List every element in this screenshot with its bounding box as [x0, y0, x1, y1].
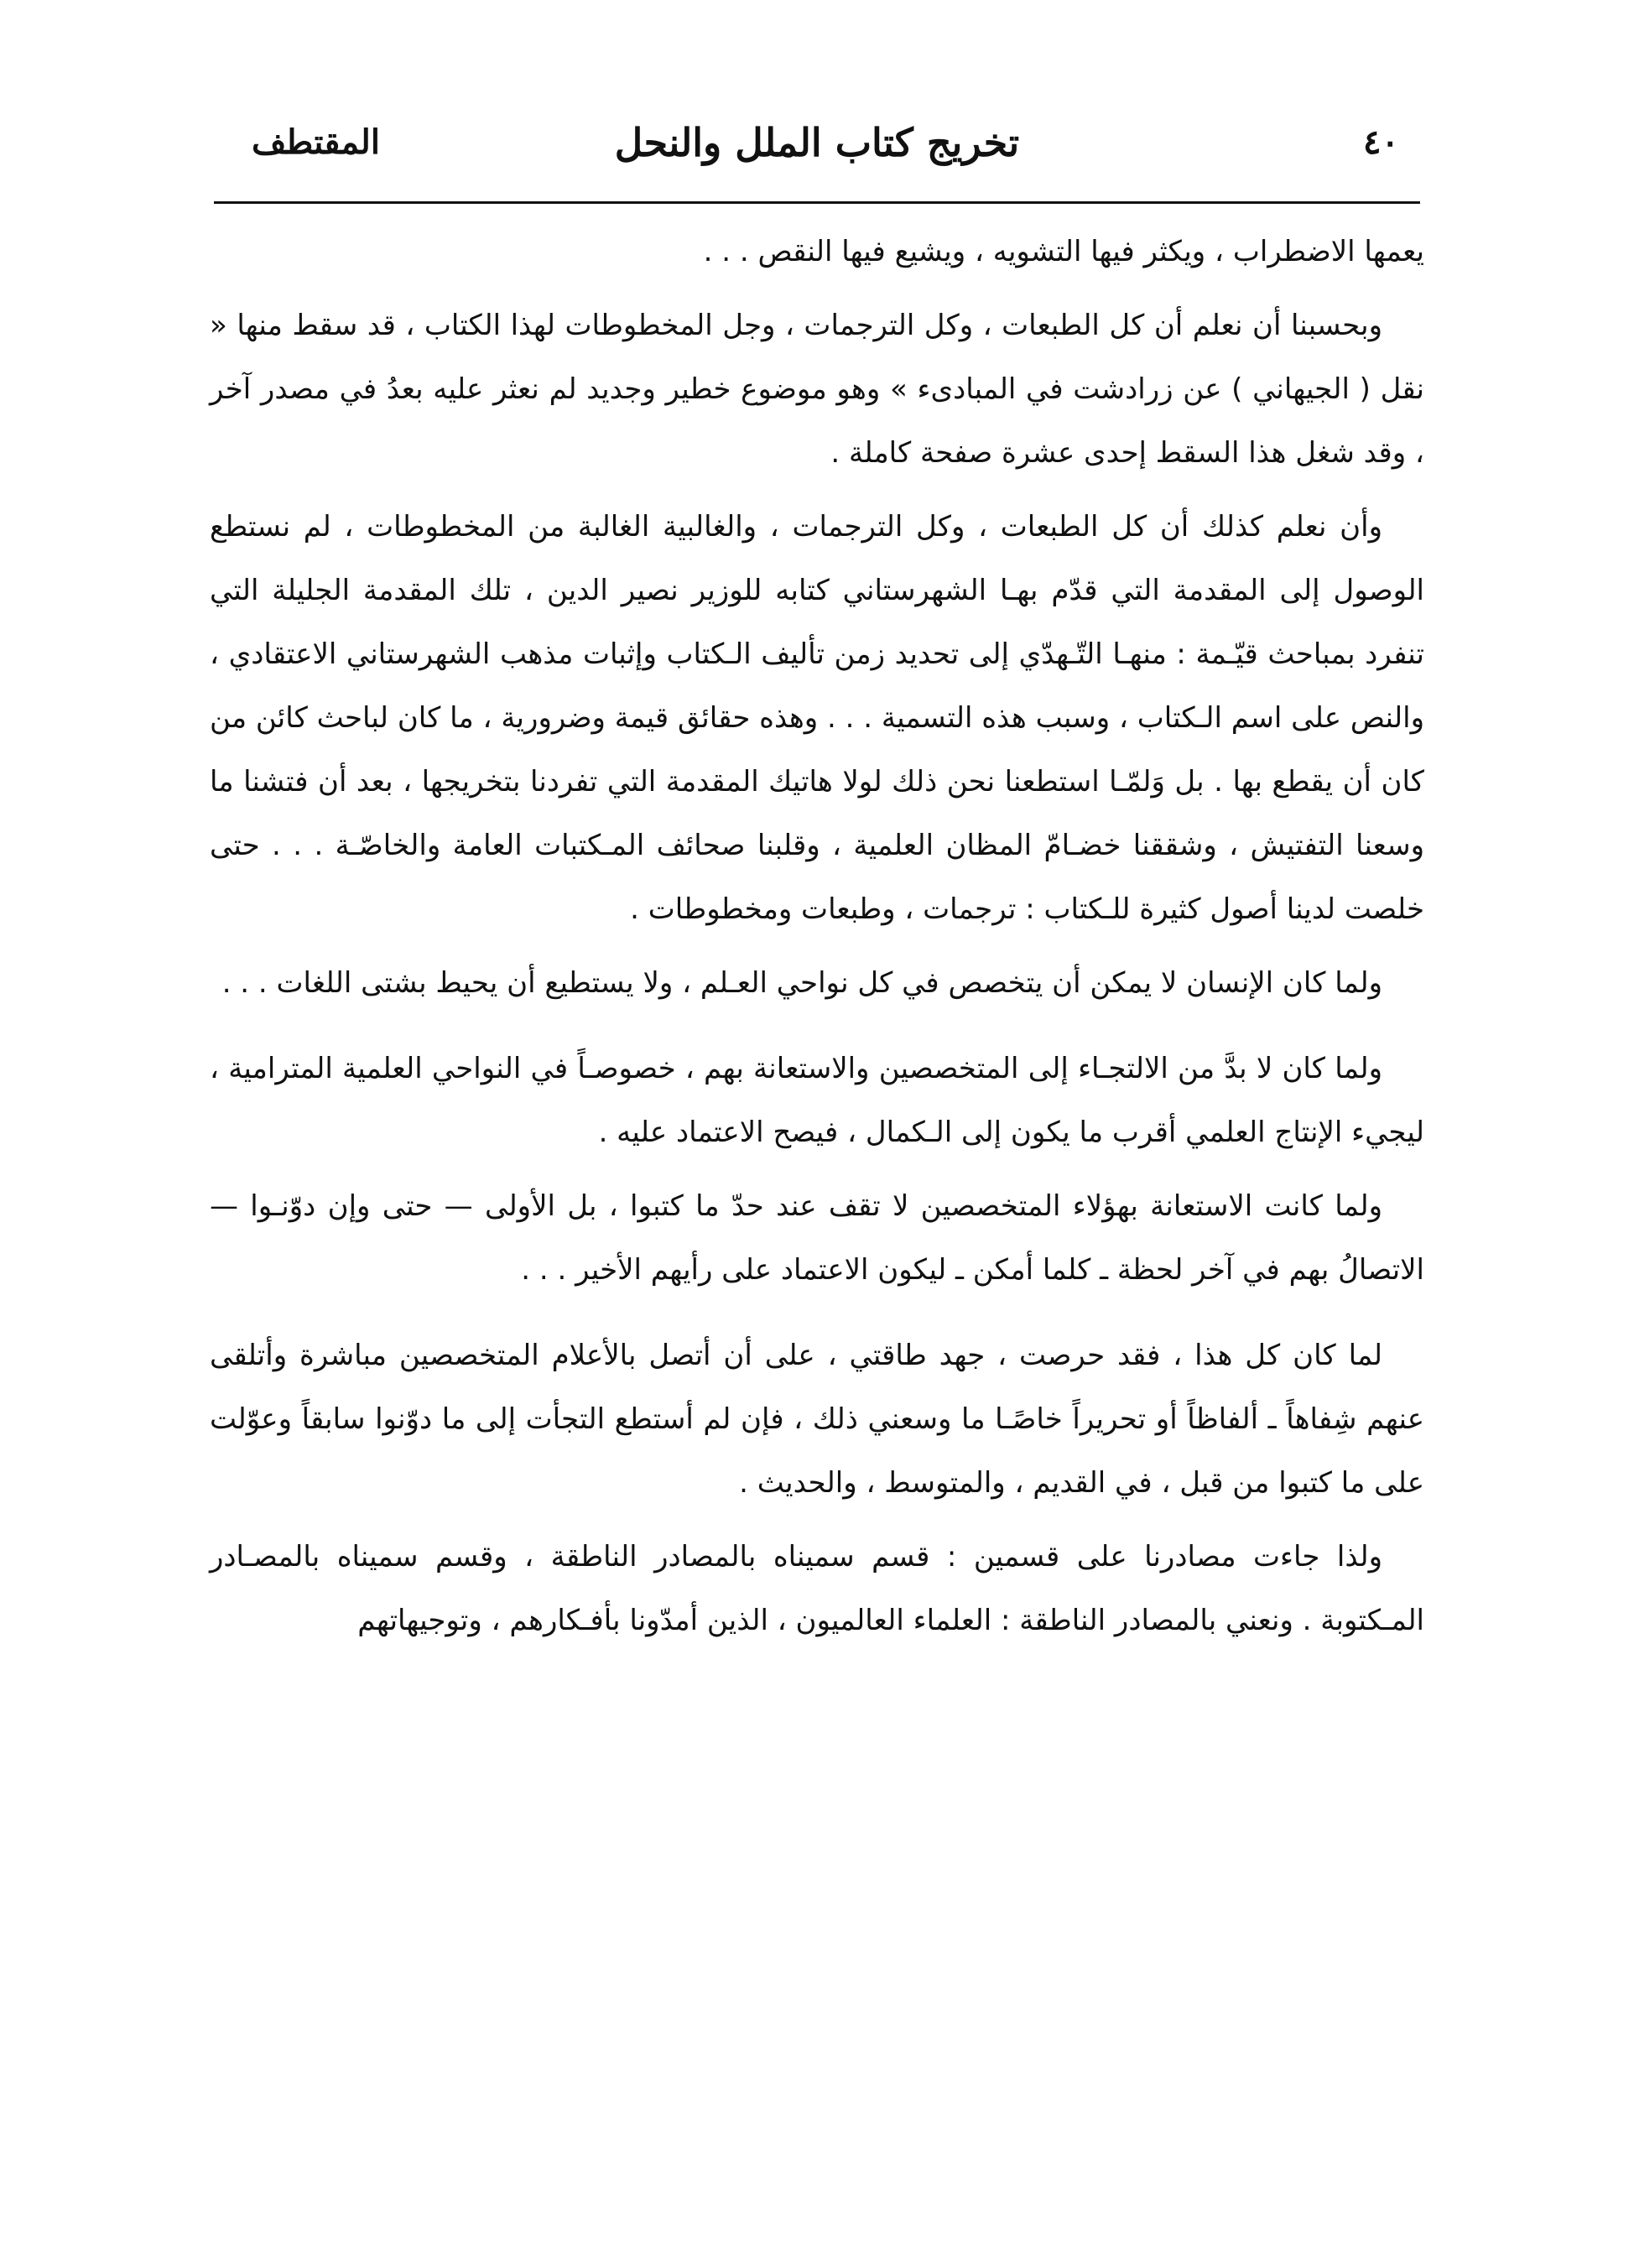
journal-name: المقتطف — [252, 122, 380, 162]
paragraph: ولذا جاءت مصادرنا على قسمين : قسم سميناه بالمصادر الناطقة ، وقسم سميناه بالمصـادر المـكتوبة . ونعني بالمصادر الناطقة : العلماء العالميون ، الذين أمدّونا بأفـكارهم ، وتوجيهاتهم — [210, 1540, 1424, 1637]
running-header — [235, 117, 1399, 193]
body-text — [210, 220, 1424, 1662]
paragraph: لما كان كل هذا ، فقد حرصت ، جهد طاقتي ، على أن أتصل بالأعلام المتخصصين مباشرة وأتلقى عنهم شِفاهاً ـ ألفاظاً أو تحريراً خاصًـا ما وسعني ذلك ، فإن لم أستطع التجأت إلى ما دوّنوا سابقاً وعوّلت على ما كتبوا من قبل ، في القديم ، والمتوسط ، والحديث . — [210, 1339, 1424, 1500]
paragraph: ولما كان الإنسان لا يمكن أن يتخصص في كل نواحي العـلم ، ولا يستطيع أن يحيط بشتى اللغات . . . — [221, 966, 1382, 1000]
paragraph: يعمها الاضطراب ، ويكثر فيها التشويه ، ويشيع فيها النقص . . . — [703, 235, 1424, 268]
page-number: ٤٠ — [1363, 122, 1399, 162]
paragraph: ولما كان لا بدَّ من الالتجـاء إلى المتخصصين والاستعانة بهم ، خصوصـاً في النواحي العلمية المترامية ، ليجيء الإنتاج العلمي أقرب ما يكون إلى الـكمال ، فيصح الاعتماد عليه . — [210, 1052, 1424, 1149]
paragraph: وبحسبنا أن نعلم أن كل الطبعات ، وكل الترجمات ، وجل المخطوطات لهذا الكتاب ، قد سقط منها « نقل ( الجيهاني ) عن زرادشت في المبادىء » وهو موضوع خطير وجديد لم نعثر عليه بعدُ في مصدر آخر ، وقد شغل هذا السقط إحدى عشرة صفحة كاملة . — [210, 309, 1424, 470]
running-title: تخريج كتاب الملل والنحل — [614, 120, 1020, 165]
paragraph: ولما كانت الاستعانة بهؤلاء المتخصصين لا تقف عند حدّ ما كتبوا ، بل الأولى — حتى وإن دوّنـوا — الاتصالُ بهم في آخر لحظة ـ كلما أمكن ـ ليكون الاعتماد على رأيهم الأخير . . . — [210, 1189, 1424, 1287]
paragraph: وأن نعلم كذلك أن كل الطبعات ، وكل الترجمات ، والغالبية الغالبة من المخطوطات ، لم نستطع الوصول إلى المقدمة التي قدّم بهـا الشهرستاني كتابه للوزير نصير الدين ، تلك المقدمة الجليلة التي تنفرد بمباحث قيّـمة : منهـا التّـهدّي إلى تحديد زمن تأليف الـكتاب وإثبات مذهب الشهرستاني الاعتقادي ، والنص على اسم الـكتاب ، وسبب هذه التسمية . . . وهذه حقائق قيمة وضرورية ، ما كان لباحث كائن من كان أن يقطع بها . بل وَلمّـا استطعنا نحن ذلك لولا هاتيك المقدمة التي تفردنا بتخريجها ، بعد أن فتشنا ما وسعنا التفتيش ، وشققنا خضـامّ المظان العلمية ، وقلبنا صحائف المـكتبات العامة والخاصّـة . . . حتى خلصت لدينا أصول كثيرة للـكتاب : ترجمات ، وطبعات ومخطوطات . — [210, 510, 1424, 926]
header-divider — [214, 201, 1420, 204]
